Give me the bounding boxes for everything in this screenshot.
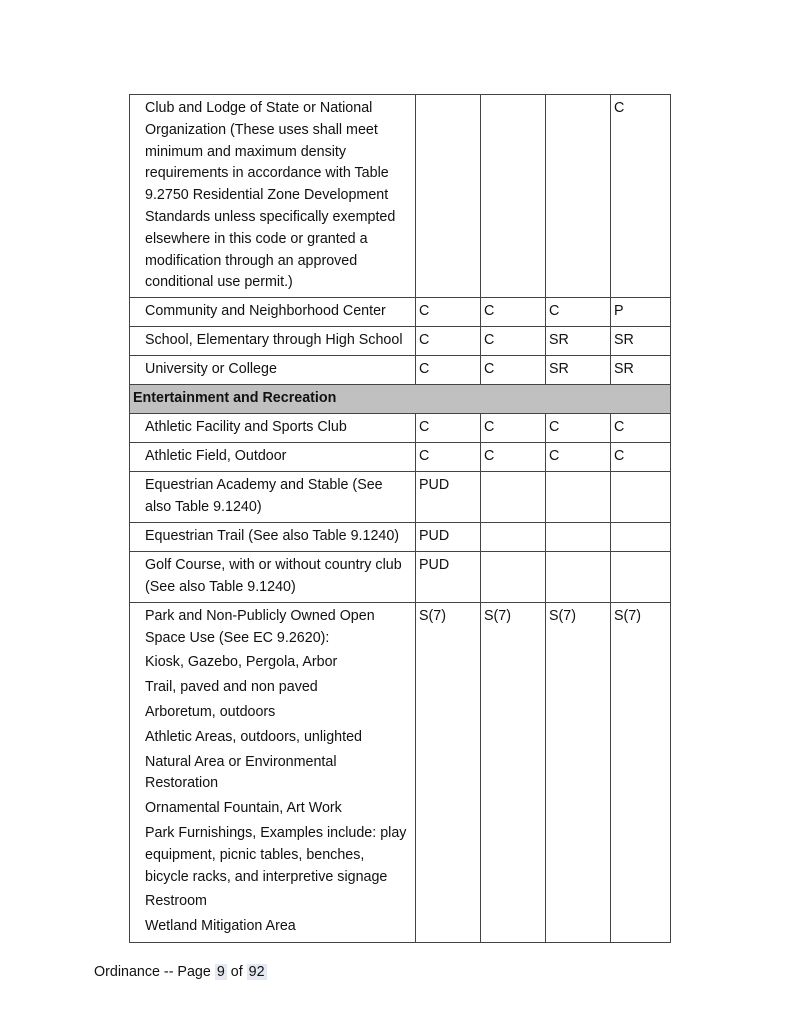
zone-cell bbox=[546, 551, 611, 602]
use-cell: Equestrian Academy and Stable (See also Table 9.1240) bbox=[130, 472, 416, 523]
zone-cell: C bbox=[416, 443, 481, 472]
zone-cell: S(7) bbox=[481, 602, 546, 942]
use-cell: Golf Course, with or without country club (See also Table 9.1240) bbox=[130, 551, 416, 602]
zone-cell: C bbox=[481, 327, 546, 356]
zone-cell bbox=[481, 551, 546, 602]
page-footer bbox=[94, 962, 267, 982]
zone-cell: C bbox=[416, 414, 481, 443]
zone-cell: P bbox=[611, 298, 671, 327]
zone-cell: C bbox=[546, 414, 611, 443]
table-row bbox=[130, 298, 671, 327]
use-cell-multiline bbox=[130, 602, 416, 942]
zone-cell: C bbox=[481, 414, 546, 443]
footer-label: Ordinance -- Page bbox=[94, 964, 211, 980]
use-line: Park and Non-Publicly Owned Open Space Use (See EC 9.2620): bbox=[145, 607, 375, 646]
zone-cell: C bbox=[416, 327, 481, 356]
zone-cell bbox=[611, 551, 671, 602]
use-cell: School, Elementary through High School bbox=[130, 327, 416, 356]
table-row bbox=[130, 414, 671, 443]
zone-cell: PUD bbox=[416, 472, 481, 523]
zone-cell: S(7) bbox=[546, 602, 611, 942]
use-cell: Equestrian Trail (See also Table 9.1240) bbox=[130, 522, 416, 551]
use-cell: Club and Lodge of State or National Organization (These uses shall meet minimum and maximum density requirements in accordance with Table 9.2750 Residential Zone Development Standards unless specifically exempted elsewhere in this code or granted a modification through an approved conditional use permit.) bbox=[130, 95, 416, 298]
zone-cell: S(7) bbox=[416, 602, 481, 942]
use-line: Athletic Areas, outdoors, unlighted bbox=[145, 728, 362, 745]
use-cell: Athletic Field, Outdoor bbox=[130, 443, 416, 472]
use-cell: University or College bbox=[130, 356, 416, 385]
zone-cell: C bbox=[611, 414, 671, 443]
table-row bbox=[130, 551, 671, 602]
zone-cell: PUD bbox=[416, 522, 481, 551]
zone-cell: C bbox=[546, 443, 611, 472]
use-line: Natural Area or Environmental Restoration bbox=[145, 753, 337, 792]
zone-cell: C bbox=[481, 443, 546, 472]
zone-cell: SR bbox=[546, 356, 611, 385]
zone-cell: C bbox=[546, 298, 611, 327]
use-line: Ornamental Fountain, Art Work bbox=[145, 800, 342, 817]
zone-cell bbox=[546, 95, 611, 298]
use-line: Park Furnishings, Examples include: play equipment, picnic tables, benches, bicycle racks, and interpretive signage bbox=[145, 824, 407, 885]
zone-cell bbox=[416, 95, 481, 298]
use-line: Arboretum, outdoors bbox=[145, 703, 276, 720]
table-row bbox=[130, 472, 671, 523]
zone-cell bbox=[481, 95, 546, 298]
zone-cell bbox=[481, 472, 546, 523]
section-header-row bbox=[130, 385, 671, 414]
zone-cell bbox=[546, 472, 611, 523]
zone-cell: SR bbox=[546, 327, 611, 356]
zone-cell bbox=[481, 522, 546, 551]
use-line: Restroom bbox=[145, 893, 207, 910]
zone-cell: C bbox=[481, 298, 546, 327]
use-line: Wetland Mitigation Area bbox=[145, 918, 296, 935]
use-cell: Athletic Facility and Sports Club bbox=[130, 414, 416, 443]
section-title: Entertainment and Recreation bbox=[130, 385, 671, 414]
zone-cell: SR bbox=[611, 356, 671, 385]
table-row bbox=[130, 327, 671, 356]
zone-cell: C bbox=[611, 443, 671, 472]
zone-cell bbox=[546, 522, 611, 551]
land-use-table bbox=[129, 94, 671, 943]
use-cell: Community and Neighborhood Center bbox=[130, 298, 416, 327]
footer-of: of bbox=[230, 964, 243, 980]
table-row bbox=[130, 522, 671, 551]
table-row bbox=[130, 95, 671, 298]
zone-cell: PUD bbox=[416, 551, 481, 602]
zone-cell bbox=[611, 472, 671, 523]
table-row bbox=[130, 443, 671, 472]
zone-cell: C bbox=[481, 356, 546, 385]
zone-cell: SR bbox=[611, 327, 671, 356]
zone-cell: C bbox=[416, 356, 481, 385]
table-row bbox=[130, 602, 671, 942]
zone-cell bbox=[611, 522, 671, 551]
page-number: 9 bbox=[216, 964, 225, 980]
page-total: 92 bbox=[248, 964, 265, 980]
zone-cell: C bbox=[416, 298, 481, 327]
zone-cell: S(7) bbox=[611, 602, 671, 942]
use-line: Trail, paved and non paved bbox=[145, 679, 318, 696]
table-row bbox=[130, 356, 671, 385]
zone-cell: C bbox=[611, 95, 671, 298]
use-line: Kiosk, Gazebo, Pergola, Arbor bbox=[145, 654, 338, 671]
